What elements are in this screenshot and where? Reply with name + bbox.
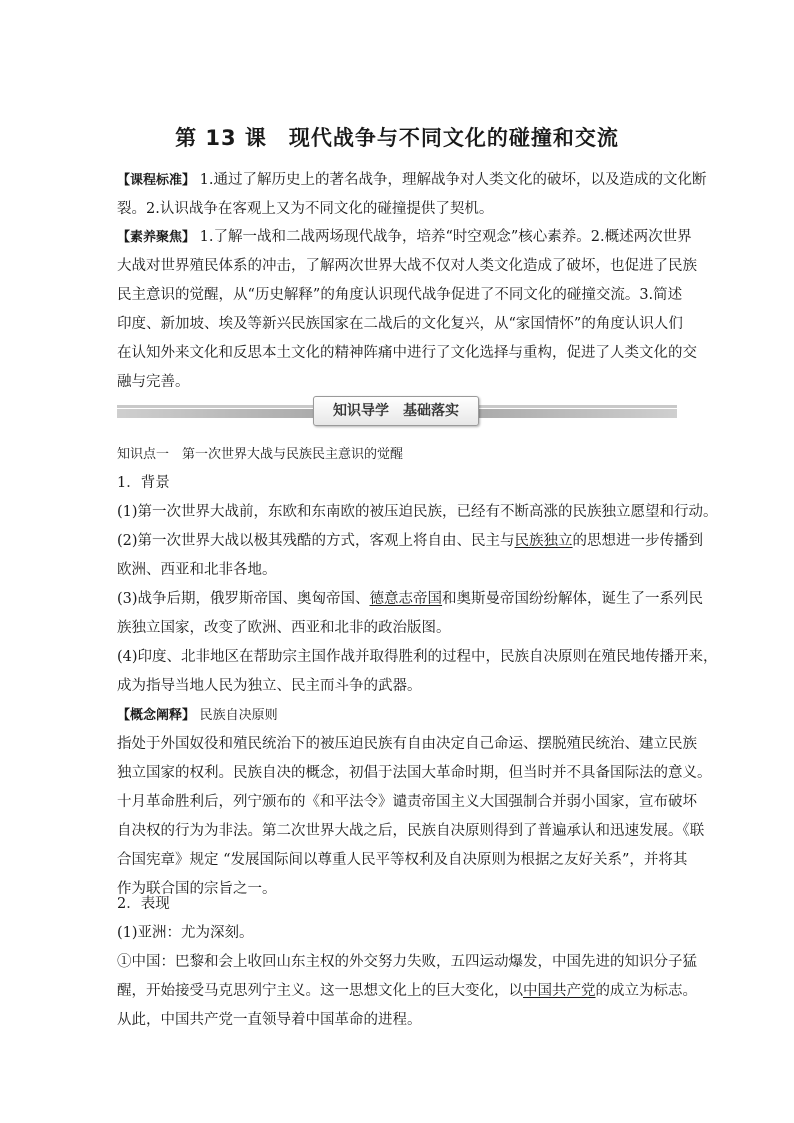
banner-label: 知识导学 基础落实: [313, 396, 479, 426]
kp1-point-2-a: (2)第一次世界大战以极其残酷的方式，客观上将自由、民主与: [117, 533, 515, 549]
kp1-point-2-b: 的思想进一步传播到: [572, 533, 704, 549]
lesson-title: 第 13 课 现代战争与不同文化的碰撞和交流: [175, 126, 619, 150]
underline-cpc: 中国共产党: [523, 983, 596, 999]
kp2-china-2-b: 的成立为标志。: [595, 983, 697, 999]
standard-text-1: 1.通过了解历史上的著名战争，理解战争对人类文化的破坏，以及造成的文化断: [199, 172, 707, 188]
kp1-point-4-cont: 成为指导当地人民为独立、民主而斗争的武器。: [117, 678, 422, 694]
literacy-line-4: 印度、新加坡、埃及等新兴民族国家在二战后的文化复兴，从“家国情怀”的角度认识人们: [117, 316, 683, 332]
kp2-section-manifestation: 2．表现: [117, 896, 170, 912]
kp1-point-2-cont: 欧洲、西亚和北非各地。: [117, 562, 277, 578]
literacy-focus: [117, 223, 697, 397]
kp2-china-2: [117, 977, 697, 1006]
concept-explanation: [117, 701, 712, 904]
concept-line-6: 作为联合国的宗旨之一。: [117, 881, 277, 897]
kp2-china-1: ①中国：巴黎和会上收回山东主权的外交努力失败，五四运动爆发，中国先进的知识分子猛: [117, 954, 697, 970]
course-standard: [117, 166, 707, 224]
kp1-heading: 知识点一 第一次世界大战与民族民主意识的觉醒: [117, 447, 404, 462]
kp2-china-2-a: 醒，开始接受马克思列宁主义。这一思想文化上的巨大变化，以: [117, 983, 523, 999]
kp1-point-3-cont: 族独立国家，改变了欧洲、西亚和北非的政治版图。: [117, 620, 451, 636]
kp1-point-2: [117, 527, 704, 556]
concept-name: 民族自决原则: [199, 708, 278, 723]
literacy-line-6: 融与完善。: [117, 374, 190, 390]
literacy-line-5: 在认知外来文化和反思本土文化的精神阵痛中进行了文化选择与重构，促进了人类文化的交: [117, 345, 697, 361]
concept-line-2: 独立国家的权利。民族自决的概念，初倡于法国大革命时期，但当时并不具备国际法的意义。: [117, 765, 712, 781]
knowledge-point-1-manifestation: [117, 890, 697, 1035]
standard-line-1: [117, 166, 707, 195]
concept-line-4: 自决权的行为为非法。第二次世界大战之后，民族自决原则得到了普遍承认和迅速发展。《联: [117, 823, 705, 839]
underline-german-empire: 德意志帝国: [369, 591, 443, 607]
literacy-text-1: 1.了解一战和二战两场现代战争，培养“时空观念”核心素养。2.概述两次世界: [199, 229, 692, 245]
kp1-section-background: 1．背景: [117, 475, 170, 491]
literacy-tag: 【素养聚焦】: [117, 230, 196, 245]
standard-line-2: 裂。2.认识战争在客观上又为不同文化的碰撞提供了契机。: [117, 201, 494, 217]
concept-line-1: 指处于外国奴役和殖民统治下的被压迫民族有自由决定自己命运、摆脱殖民统治、建立民族: [117, 736, 697, 752]
kp1-point-3-b: 和奥斯曼帝国纷纷解体，诞生了一系列民: [442, 591, 704, 607]
kp2-china-3: 从此，中国共产党一直领导着中国革命的进程。: [117, 1012, 422, 1028]
standard-tag: 【课程标准】: [117, 173, 196, 188]
section-banner: [117, 396, 677, 426]
concept-tag: 【概念阐释】: [117, 708, 196, 723]
kp1-point-3: [117, 585, 704, 614]
concept-line-5: 合国宪章》规定 “发展国际间以尊重人民平等权利及自决原则为根据之友好关系”，并将其: [117, 852, 688, 868]
knowledge-point-1: [117, 440, 718, 701]
kp2-asia: (1)亚洲：尤为深刻。: [117, 925, 254, 941]
kp1-point-4: (4)印度、北非地区在帮助宗主国作战并取得胜利的过程中，民族自决原则在殖民地传播开来，: [117, 649, 718, 665]
literacy-line-3: 民主意识的觉醒，从“历史解释”的角度认识现代战争促进了不同文化的碰撞交流。3.简述: [117, 287, 683, 303]
underline-national-independence: 民族独立: [514, 533, 573, 549]
kp1-point-3-a: (3)战争后期，俄罗斯帝国、奥匈帝国、: [117, 591, 370, 607]
concept-heading: [117, 701, 677, 730]
kp1-point-1: (1)第一次世界大战前，东欧和东南欧的被压迫民族，已经有不断高涨的民族独立愿望和行动。: [117, 504, 718, 520]
literacy-line-1: [117, 223, 692, 252]
literacy-line-2: 大战对世界殖民体系的冲击，了解两次世界大战不仅对人类文化造成了破坏，也促进了民族: [117, 258, 697, 274]
concept-line-3: 十月革命胜利后，列宁颁布的《和平法令》谴责帝国主义大国强制合并弱小国家，宣布破坏: [117, 794, 697, 810]
